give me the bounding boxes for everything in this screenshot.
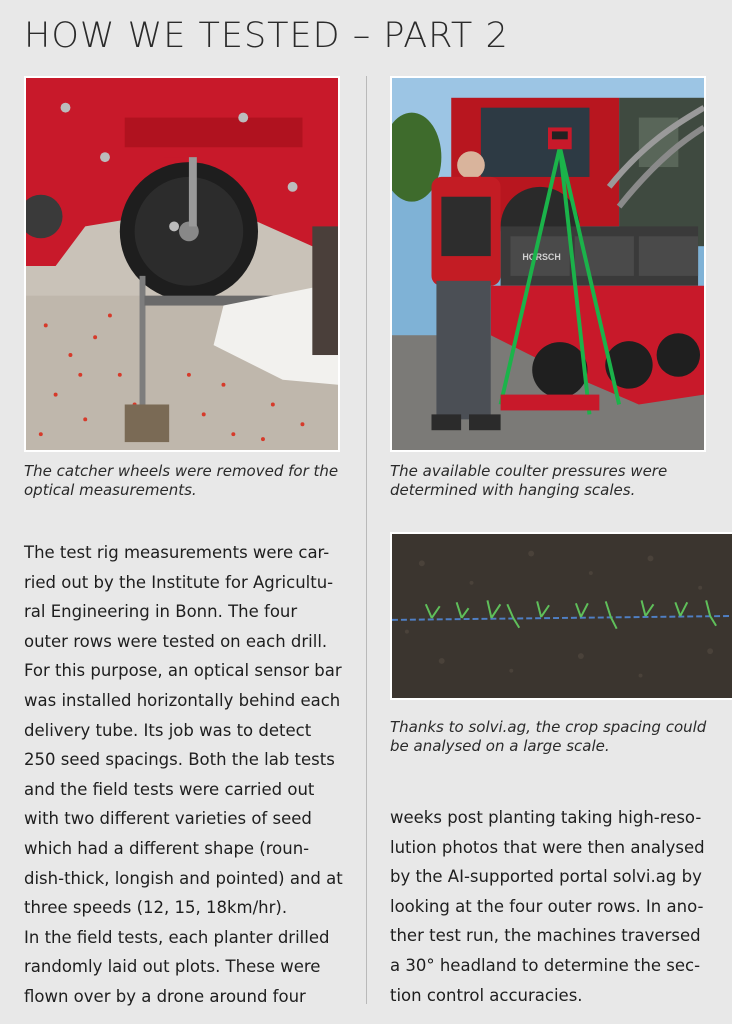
caption-hanging-scales: The available coulter pressures were determined with hanging scales. [390,462,668,499]
body-line: delivery tube. Its job was to detect [24,720,312,740]
body-text-right-column [390,803,720,1010]
body-line: randomly laid out plots. These were [24,957,321,977]
body-line: In the field tests, each planter drilled [24,927,330,947]
body-line: a 30° headland to determine the sec- [390,955,701,975]
body-line: tion control accuracies. [390,985,583,1005]
body-line: For this purpose, an optical sensor bar [24,661,342,681]
body-line: outer rows were tested on each drill. [24,631,328,651]
body-line: 250 seed spacings. Both the lab tests [24,750,335,770]
body-line: looking at the four outer rows. In ano- [390,896,704,916]
body-line: flown over by a drone around four [24,986,306,1006]
body-line: ther test run, the machines traversed [390,926,701,946]
body-line: which had a different shape (roun- [24,838,310,858]
body-line: and the field tests were carried out [24,779,315,799]
caption-catcher-wheel: The catcher wheels were removed for the optical measurements. [24,462,339,499]
body-line: three speeds (12, 15, 18km/hr). [24,898,288,918]
photo-aerial-crop-row [390,532,732,700]
photo-hanging-scales [390,76,706,452]
caption-aerial-crop-row: Thanks to solvi.ag, the crop spacing could be analysed on a large scale. [390,718,707,755]
body-line: was installed horizontally behind each [24,690,341,710]
body-line: weeks post planting taking high-reso- [390,808,702,827]
body-line: dish-thick, longish and pointed) and at [24,868,343,888]
page-title: HOW WE TESTED – PART 2 [24,16,509,56]
column-divider [366,76,367,1004]
body-line: The test rig measurements were car- [24,543,330,562]
body-line: ral Engineering in Bonn. The four [24,602,298,622]
body-line: by the AI-supported portal solvi.ag by [390,867,702,887]
body-line: ried out by the Institute for Agricultu- [24,572,334,592]
photo-catcher-wheel [24,76,340,452]
body-text-left-column [24,538,354,1012]
body-line: lution photos that were then analysed [390,837,705,857]
hopper-brand-label: HORSCH [522,252,561,263]
body-line: with two different varieties of seed [24,809,312,829]
